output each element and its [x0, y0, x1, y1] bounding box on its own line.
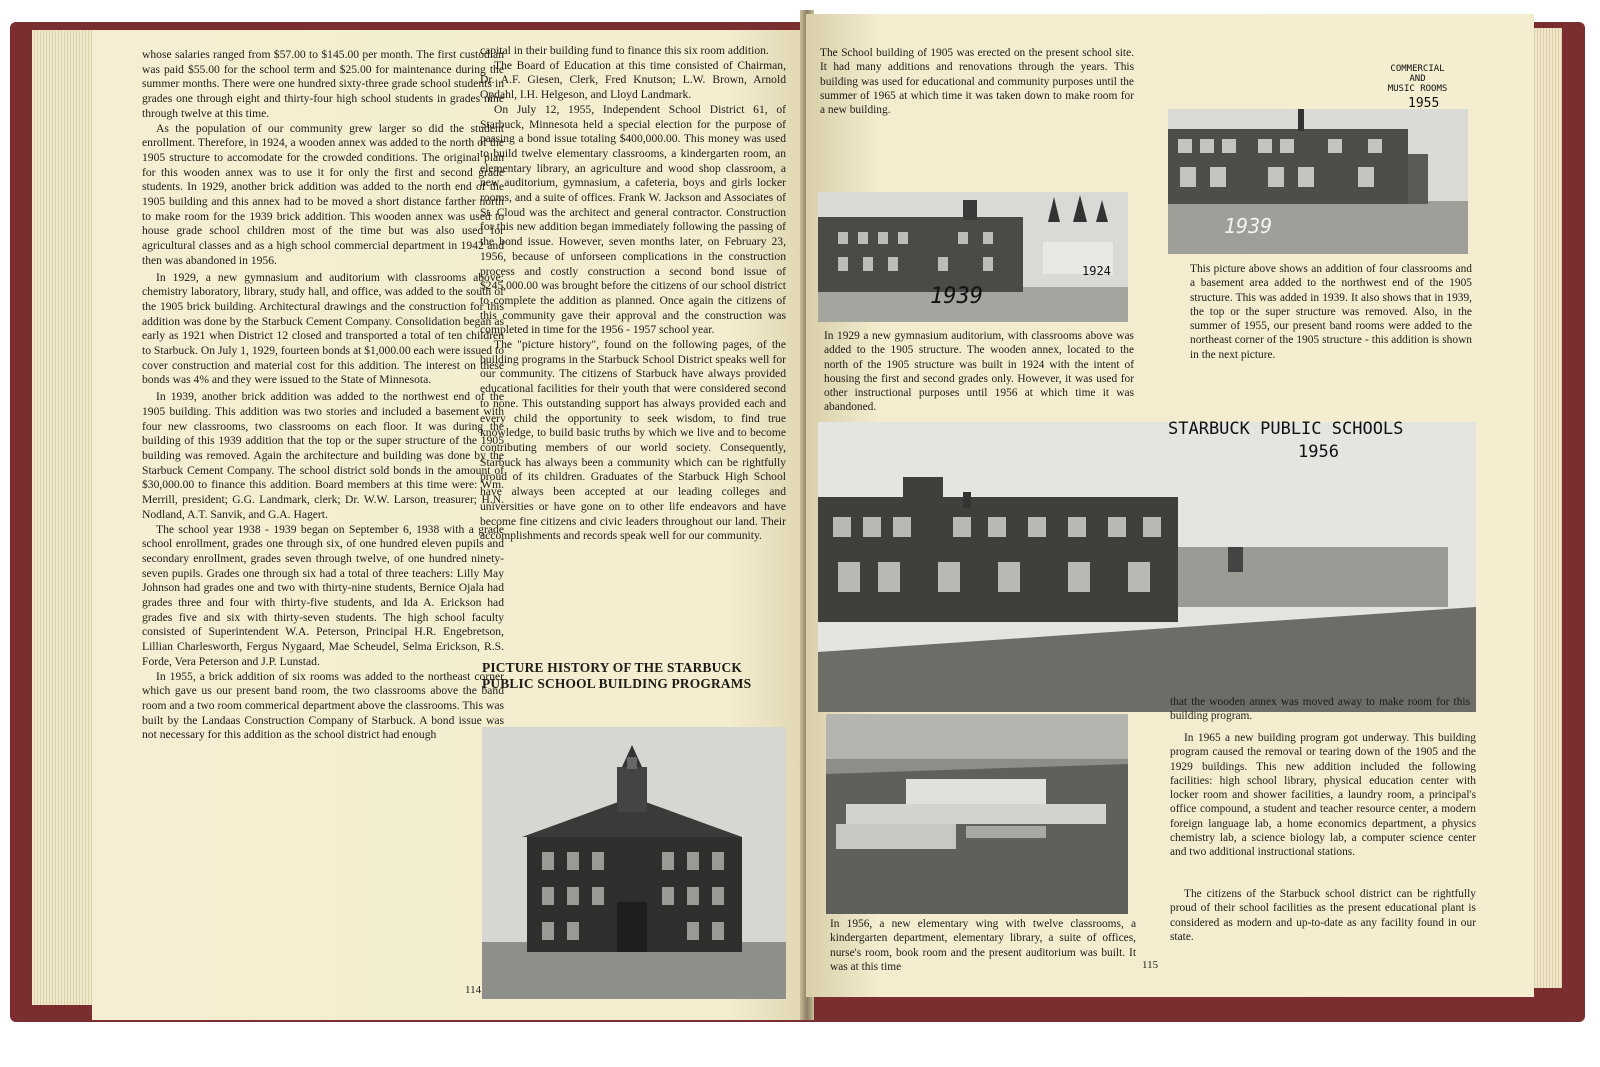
- paragraph: The "picture history", found on the following pages, of the building programs in the Starbuck School District speaks well for our community. The citizens of Starbuck have always provided educational facilities for their youth that were considered second to none. This outstanding support has always provided each and every child the opportunity to seek wisdom, to find true knowledge, to build basic truths by which we live and to become contributing members of our world society. Consequently, Starbuck has always been a community which can be rightfully proud of its children. Graduates of the Starbuck High School have always been accepted at our leading colleges and universities or have gone on to other life endeavors and have become fine citizens and civic leaders throughout our land. Their accomplishments and records speak well for our community.: [480, 338, 786, 543]
- right-page: [806, 14, 1534, 997]
- paragraph: In 1939, another brick addition was added to the northwest end of the 1905 building. This addition was two stories and included a basement with four new classrooms, two classrooms on each floor. It was during the building of this 1939 addition that the top or the super structure of the 1905 building was removed. Again the architecture and building was done by the Starbuck Cement Company. The school district sold bonds in the amount of $30,000.00 to finance this addition. Board members at this time were: Wm. Merrill, president; G.G. Landmark, clerk; Dr. W.W. Larson, treasurer; H.N. Nodland, A.T. Sanvik, and G.A. Hagert.: [142, 390, 504, 521]
- page-number-left: 114: [465, 984, 482, 996]
- paragraph: In 1929, a new gymnasium and auditorium with classrooms above; chemistry laboratory, library, study hall, and office, was added to the south of the 1905 brick building. Architectural drawings and the construction for this addition was done by the Starbuck Cement Company. Consolidation began as early as 1921 when District 12 closed and transported a total of ten children to Starbuck. On July 1, 1929, fourteen bonds at $1,000.00 each were issued to cover construction and material cost for this addition. The interest on these bonds was 4% and they were issued to the State of Minnesota.: [142, 270, 504, 387]
- paragraph: The Board of Education at this time consisted of Chairman, Dr. A.F. Giesen, Clerk, Fred Knutson; L.W. Brown, Arnold Opdahl, I.H. Helgeson, and Lloyd Landmark.: [480, 58, 786, 102]
- paragraph-final: The citizens of the Starbuck school district can be rightfully proud of their school facilities as the present educational plant is considered as modern and up-to-date as any facility found in our state.: [1170, 888, 1476, 943]
- handwritten-year-1956: 1956: [1298, 442, 1339, 462]
- handwritten-note-commercial: [1370, 64, 1465, 94]
- note-line: MUSIC ROOMS: [1387, 84, 1448, 94]
- handwritten-year-1939b: 1939: [1224, 214, 1273, 238]
- caption-1939: This picture above shows an addition of four classrooms and a basement area added to the northwest end of the 1905 structure. This was added in 1939. It also shows that in 1939, the top or the super structure was removed. Also, in the summer of 1955, our present band rooms were added to the northeast corner of the 1905 structure - this addition is shown in the next picture.: [1190, 263, 1472, 361]
- intro-paragraph: The School building of 1905 was erected on the present school site. It had many additions and renovations through the years. This building was used for educational and community purposes until the summer of 1965 at which time it was taken down to make room for a new building.: [820, 47, 1134, 117]
- photo-aerial-campus: [826, 714, 1128, 914]
- handwritten-year-1955: 1955: [1408, 96, 1440, 111]
- handwritten-year-1924: 1924: [1082, 264, 1111, 278]
- section-heading: PICTURE HISTORY OF THE STARBUCK PUBLIC SCHOOL BUILDING PROGRAMS: [482, 660, 752, 691]
- left-page: [92, 30, 814, 1020]
- paragraph: On July 12, 1955, Independent School District 61, of Starbuck, Minnesota held a special election for the purpose of passing a bond issue totaling $400,000.00. This money was used to build twelve elementary classrooms, a kindergarten room, an elementary library, an agriculture and wood shop classroom, a new auditorium, gymnasium, a cafeteria, boys and girls locker rooms, and a suite of offices. Frank W. Jackson and Associates of St. Cloud was the architect and general contractor. Construction for this new addition began immediately following the passing of the bond issue. However, seven months later, on February 23, 1956, because of unforseen complications in the construction process and costly construction a second bond issue of $245,000.00 was brought before the citizens of our school district to complete the addition as planned. Once again the citizens of this community gave their approval and the construction was completed in time for the 1956 - 1957 school year.: [480, 102, 786, 337]
- caption-1929: In 1929 a new gymnasium auditorium, with classrooms above was added to the 1905 structure. The wooden annex, located to the north of the 1905 structure was built in 1924 with the intent of housing the first and second grades only. However, it was used for other instructional purposes until 1956 at which time it was abandoned.: [824, 330, 1134, 414]
- paragraph-1965: In 1965 a new building program got underway. This building program caused the removal or tearing down of the 1905 and the 1929 buildings. This new addition included the following facilities: high school library, physical education center with locker room and shower facilities, a laundry room, a principal's office compound, a student and teacher resource center, a modern foreign language lab, a home economics department, a physics chemistry lab, a science biology lab, a computer science center and two additional instructional stations.: [1170, 732, 1476, 859]
- note-line: COMMERCIAL: [1390, 64, 1445, 74]
- photo-1956-starbuck-public-schools: [818, 422, 1476, 712]
- page-number-right: 115: [1142, 959, 1159, 971]
- handwritten-title-starbuck: STARBUCK PUBLIC SCHOOLS: [1168, 419, 1404, 439]
- left-column-2: [480, 44, 786, 544]
- note-line: AND: [1409, 74, 1426, 84]
- handwritten-year-1939a: 1939: [930, 284, 983, 309]
- photo-1939-addition: [1168, 109, 1468, 254]
- paragraph: capital in their building fund to finance this six room addition.: [480, 44, 769, 57]
- caption-annex-moved: that the wooden annex was moved away to make room for this building program.: [1170, 696, 1470, 723]
- photo-1905-school: [482, 727, 786, 999]
- caption-1956: In 1956, a new elementary wing with twelve classrooms, a kindergarten department, elementary library, a suite of offices, nurse's room, book room and the present auditorium was built. It was at this time: [830, 918, 1136, 973]
- paragraph: whose salaries ranged from $57.00 to $145.00 per month. The first custodian was paid $55.00 for the school term and $25.00 for maintenance during the summer months. There were one hundred sixty-three grade school students in grades one through eight and thirty-four high school students in grades nine through twelve at this time.: [142, 48, 504, 120]
- left-column-1: [142, 48, 504, 743]
- paragraph: The school year 1938 - 1939 began on September 6, 1938 with a grade school enrollment, grades one through six, of one hundred eleven pupils and secondary enrollment, grades seven through twelve, of one hundred ninety-seven pupils. Grades one through six had a total of three teachers: Lilly May Johnson had grades one and two with thirty-nine students, Bernice Ojala had grades three and four with thirty-five students, and Ida A. Erickson had grades five and six with thirty-seven students. The high school faculty consisted of Superintendent W.A. Peterson, Principal H.R. Engebretson, Lillian Charlesworth, Fergus Nygaard, Mae Scheudel, Selma Erickson, R.S. Forde, Vera Peterson and J.P. Lunstad.: [142, 522, 504, 668]
- paragraph: As the population of our community grew larger so did the student enrollment. Therefore, in 1924, a wooden annex was added to the north of the 1905 structure to accomodate for the crowded conditions. The original plan for this wooden annex was to use it for only the first and second grade students. In 1929, another brick addition was added to the north end of the 1905 building and this annex had to be moved a short distance farther north to make room for the 1939 brick addition. This wooden annex was used to house grade school children most of the time but was also used for agricultural classes and as a high school commercial department in 1942 and then was abandoned in 1956.: [142, 121, 504, 267]
- paragraph: In 1955, a brick addition of six rooms was added to the northeast corner which gave us our present band room, the two classrooms above the band room and a two room commerical department above the classrooms. This was built by the Landaas Construction Company of Starbuck. A bond issue was not necessary for this addition as the school district had enough: [142, 669, 504, 742]
